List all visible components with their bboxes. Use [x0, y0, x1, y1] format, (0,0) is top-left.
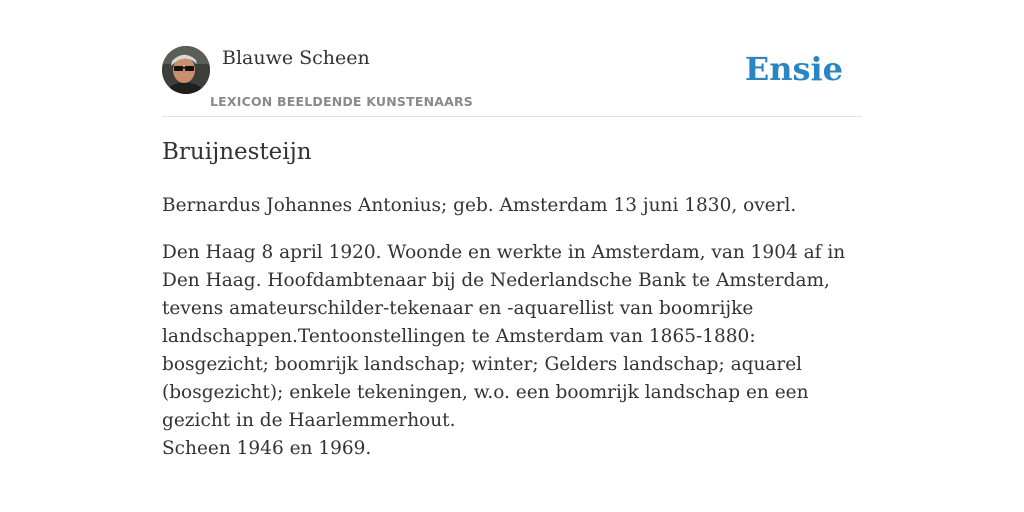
article-title: Bruijnesteijn — [162, 139, 312, 165]
page-header — [162, 46, 862, 117]
article-paragraph: Den Haag 8 april 1920. Woonde en werkte in Amsterdam, van 1904 af in Den Haag. Hoofdambtenaar bij de Nederlandsche Bank te Amsterdam, tevens amateurschilder-tekenaar en -aquarellist van boomrijke landschappen.Tentoonstellingen te Amsterdam van 1865-1880: bosgezicht; boomrijk landschap; winter; Gelders landschap; aquarel (bosgezicht); enkele tekeningen, w.o. een boomrijk landschap en een gezicht in de Haarlemmerhout. — [162, 242, 846, 431]
ensie-logo[interactable]: Ensie — [744, 50, 843, 88]
avatar-portrait-image — [162, 46, 210, 94]
author-avatar[interactable] — [162, 46, 210, 94]
lexicon-subtitle[interactable]: LEXICON BEELDENDE KUNSTENAARS — [210, 94, 474, 109]
author-name[interactable]: Blauwe Scheen — [222, 47, 370, 69]
article-paragraph: Scheen 1946 en 1969. — [162, 438, 372, 459]
article-paragraph: Bernardus Johannes Antonius; geb. Amsterdam 13 juni 1830, overl. — [162, 195, 797, 216]
